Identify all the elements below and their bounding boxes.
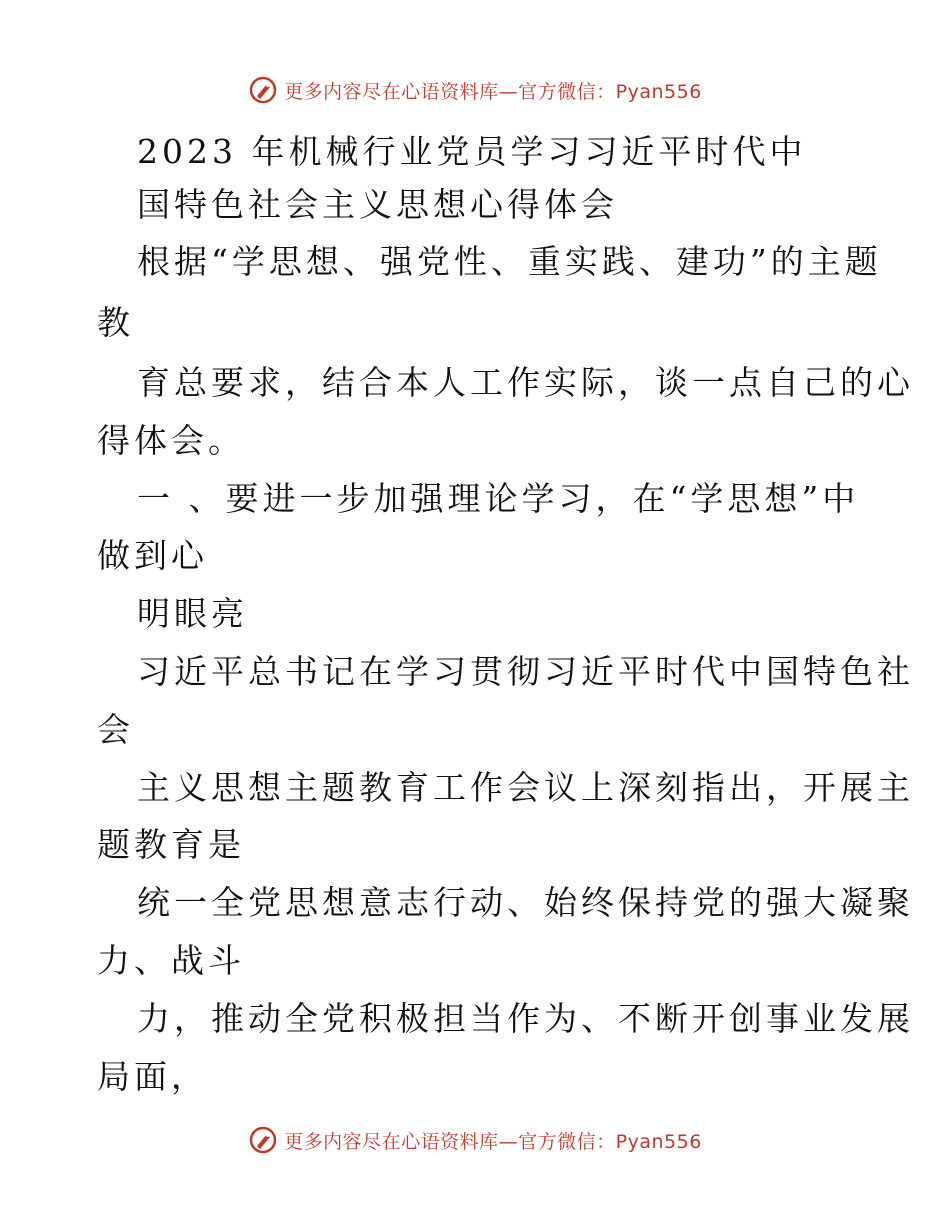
paragraph-line: 力、战斗 <box>97 941 245 980</box>
watermark-text: 更多内容尽在心语资料库—官方微信：Pyan556 <box>284 1130 702 1153</box>
title-line-2: 国特色社会主义思想心得体会 <box>137 185 618 224</box>
section-heading-line: 明眼亮 <box>137 594 248 633</box>
section-heading-line: 做到心 <box>97 536 208 575</box>
paragraph-line: 主义思想主题教育工作会议上深刻指出，开展主 <box>137 768 914 807</box>
paragraph-line: 力，推动全党积极担当作为、不断开创事业发展 <box>137 999 914 1038</box>
pen-nib-seal-icon <box>248 1125 278 1155</box>
paragraph-line: 教 <box>97 303 134 342</box>
header-watermark <box>0 70 950 110</box>
paragraph-line: 得体会。 <box>97 421 245 460</box>
paragraph-line: 根据“学思想、强党性、重实践、建功”的主题 <box>137 242 882 281</box>
pen-nib-seal-icon <box>248 75 278 105</box>
paragraph-line: 题教育是 <box>97 825 245 864</box>
title-line-1: 2023 年机械行业党员学习习近平时代中 <box>137 132 807 171</box>
paragraph-line: 习近平总书记在学习贯彻习近平时代中国特色社 <box>137 652 914 691</box>
paragraph-line: 统一全党思想意志行动、始终保持党的强大凝聚 <box>137 883 914 922</box>
watermark-text: 更多内容尽在心语资料库—官方微信：Pyan556 <box>284 80 702 103</box>
footer-watermark <box>0 1120 950 1160</box>
paragraph-line: 会 <box>97 710 134 749</box>
paragraph-line: 育总要求，结合本人工作实际，谈一点自己的心 <box>137 363 914 402</box>
paragraph-line: 局面， <box>97 1057 208 1096</box>
section-heading-line: 一 、要进一步加强理论学习，在“学思想”中 <box>137 479 860 518</box>
